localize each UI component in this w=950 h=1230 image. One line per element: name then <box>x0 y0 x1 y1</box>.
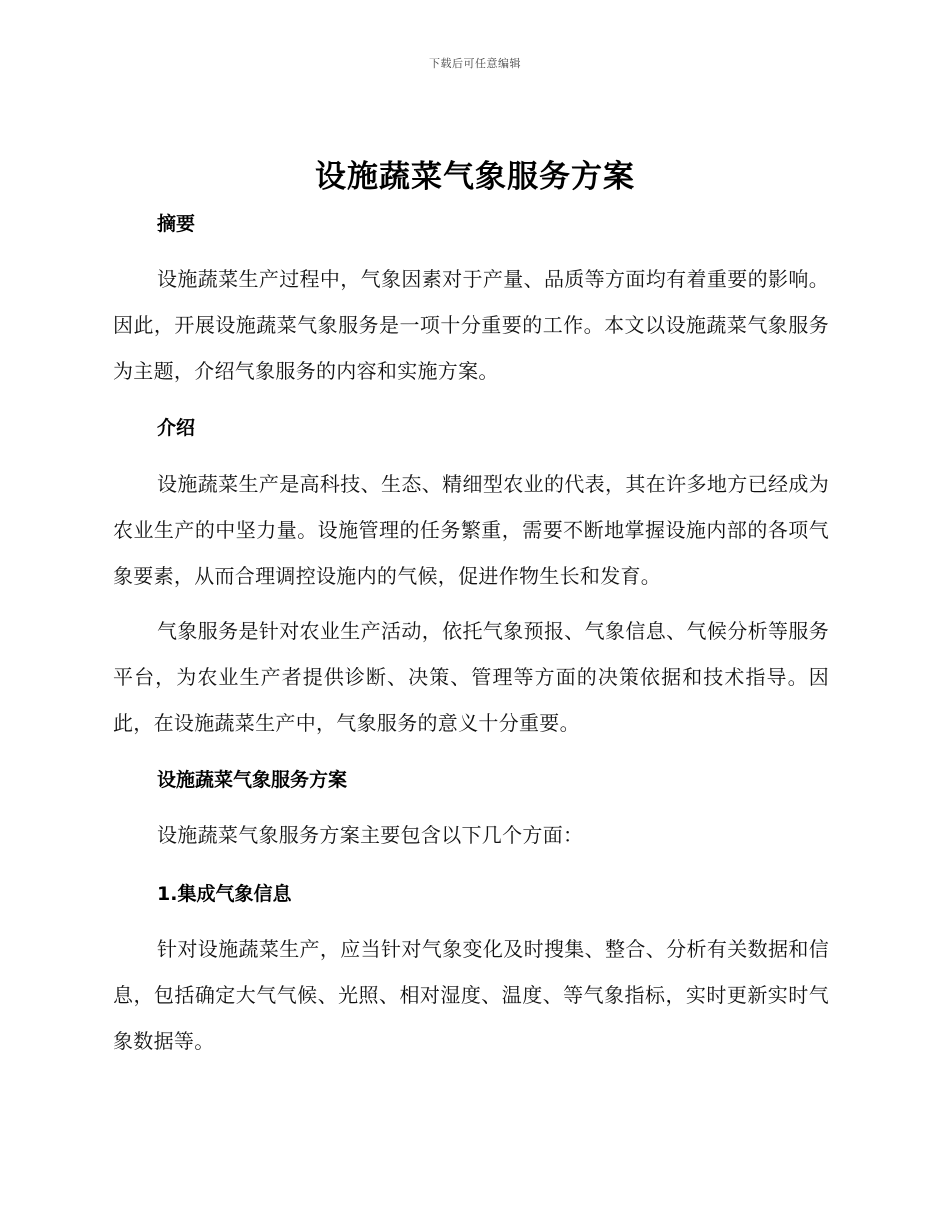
document-title: 设施蔬菜气象服务方案 <box>315 159 635 195</box>
item1-heading: 1.集成气象信息 <box>157 883 292 905</box>
item1-paragraph: 针对设施蔬菜生产，应当针对气象变化及时搜集、整合、分析有关数据和信息，包括确定大气气候、光照、相对湿度、温度、等气象指标，实时更新实时气象数据等。 <box>113 937 829 1053</box>
intro-paragraph-1: 设施蔬菜生产是高科技、生态、精细型农业的代表，其在许多地方已经成为农业生产的中坚力量。设施管理的任务繁重，需要不断地掌握设施内部的各项气象要素，从而合理调控设施内的气候，促进作物生长和发育。 <box>113 472 829 588</box>
plan-paragraph: 设施蔬菜气象服务方案主要包含以下几个方面： <box>157 823 584 847</box>
header-note: 下载后可任意编辑 <box>429 57 521 70</box>
intro-paragraph-2: 气象服务是针对农业生产活动，依托气象预报、气象信息、气候分析等服务平台，为农业生产者提供诊断、决策、管理等方面的决策依据和技术指导。因此，在设施蔬菜生产中，气象服务的意义十分重要。 <box>113 619 829 735</box>
plan-heading: 设施蔬菜气象服务方案 <box>157 769 348 791</box>
abstract-paragraph: 设施蔬菜生产过程中，气象因素对于产量、品质等方面均有着重要的影响。因此，开展设施蔬菜气象服务是一项十分重要的工作。本文以设施蔬菜气象服务为主题，介绍气象服务的内容和实施方案。 <box>113 267 829 383</box>
abstract-heading: 摘要 <box>157 213 196 235</box>
intro-heading: 介绍 <box>157 417 196 439</box>
